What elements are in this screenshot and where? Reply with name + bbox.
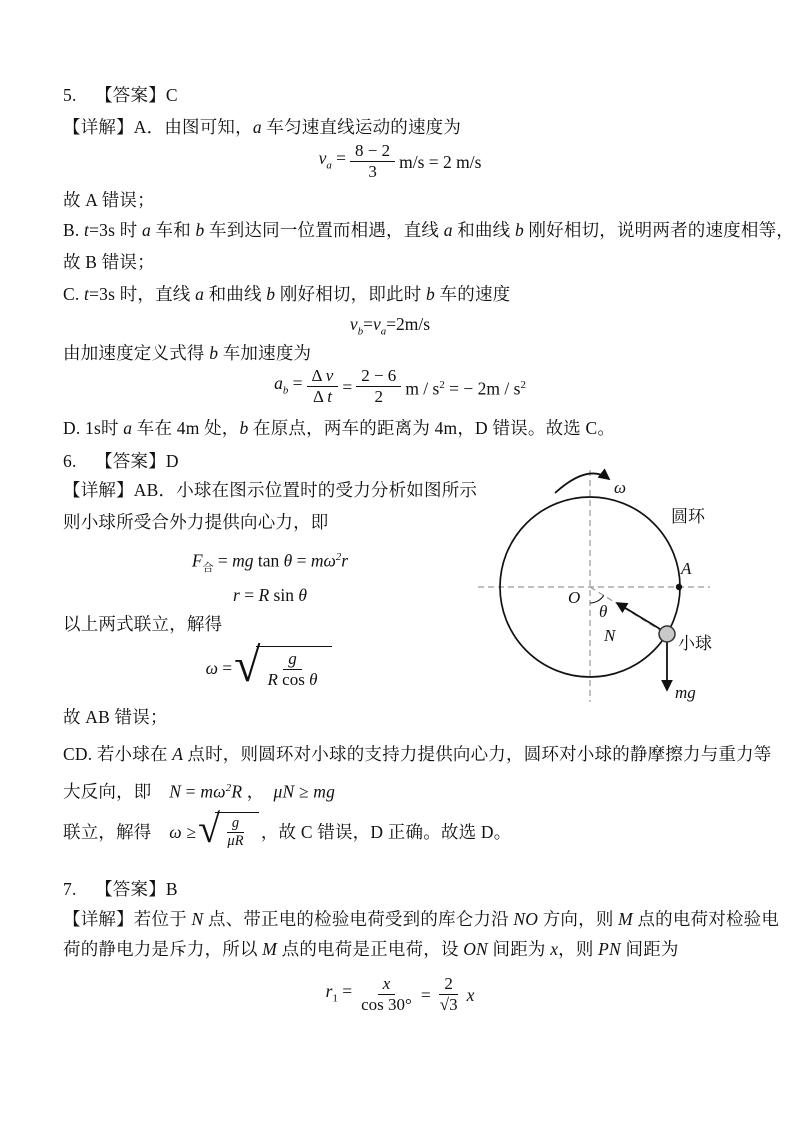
formula-omega: ω = √ $\frac{g}{\text{R cos θ}}$ bbox=[0, 646, 540, 690]
formula-va bbox=[0, 141, 800, 182]
theta-label: θ bbox=[599, 602, 608, 621]
formula-r1-rhs: x bbox=[466, 984, 475, 1005]
q5-conclusion-b: 故 B 错误； bbox=[63, 252, 155, 272]
normal-force-arrow bbox=[617, 603, 660, 629]
ball-circle bbox=[659, 626, 675, 642]
q7-detail-line-2: 荷的静电力是斥力，所以 M 点的电荷是正电荷，设 ON 间距为 x，则 PN 间距为 bbox=[63, 939, 679, 959]
point-a-label: A bbox=[681, 559, 692, 578]
formula-r-rsin: r = R sin θ bbox=[233, 585, 307, 605]
formula-ab-lhs: $a_b$ = bbox=[274, 372, 303, 397]
q5-header bbox=[63, 84, 178, 106]
q6-answer-label: 【答案】D bbox=[95, 451, 179, 471]
q5-detail-line-c: C. t=3s 时，直线 a 和曲线 b 刚好相切，即此时 b 车的速度 bbox=[63, 284, 511, 304]
rotation-arrow bbox=[555, 473, 609, 493]
q5-number: 5. bbox=[63, 85, 77, 105]
q7-answer-label: 【答案】B bbox=[95, 879, 178, 899]
q5-detail-line-b: B. t=3s 时 a 车和 b 车到达同一位置而相遇，直线 a 和曲线 b 刚好相切，说明两者的速度相等， bbox=[63, 220, 794, 240]
q6-final-line: 联立，解得 ω ≥ √ $\frac{g}{\mu R}$ ，故 C 错误，D 正确。故选 D。 bbox=[63, 806, 512, 852]
formula-ab: $a_b$ = $\frac{\text{Δ v}}{\text{Δ t}}$ = $\frac{2 - 6}{2}$ m / $s^2$ = − $2m / s^2$ bbox=[274, 366, 526, 407]
formula-r1: $r_1$ = $\frac{x}{\cos 30^\circ}$ = $\frac{2}{√3}$ x bbox=[325, 974, 475, 1015]
formula-ab-fraction-1: $\frac{\text{Δ v}}{\text{Δ t}}$ bbox=[307, 366, 339, 407]
final-radical: √ $\frac{g}{\mu R}$ bbox=[198, 812, 259, 850]
formula-f-net: $F_合$ = mg $\tan \theta = m\omega^2r$ bbox=[191, 550, 349, 574]
q6-number: 6. bbox=[63, 451, 77, 471]
gravity-label: mg bbox=[675, 683, 696, 702]
formula-ab-fraction-2: $\frac{2 - 6}{2}$ bbox=[356, 366, 401, 407]
omega-label: ω bbox=[614, 478, 627, 497]
ring-label: 圆环 bbox=[671, 507, 705, 526]
center-o-label: O bbox=[568, 588, 581, 607]
radical-sign: √ bbox=[234, 639, 261, 693]
q6-detail-line-ab1: 【详解】AB．小球在图示位置时的受力分析如图所示 bbox=[63, 480, 478, 500]
normal-force-label: N bbox=[604, 626, 616, 645]
q7-detail-line-1: 【详解】若位于 N 点、带正电的检验电荷受到的库仑力沿 NO 方向，则 M 点的电荷对检验电 bbox=[63, 909, 780, 929]
formula-va-rhs: m/s = 2 m/s bbox=[399, 151, 482, 172]
q5-conclusion-a: 故 A 错误； bbox=[63, 190, 155, 210]
q5-detail-line-c2: 由加速度定义式得 b 车加速度为 bbox=[63, 343, 312, 363]
formula-r1-fraction-2: $\frac{2}{√3}$ bbox=[439, 974, 458, 1015]
omega-radical: √ $\frac{g}{\text{R cos θ}}$ bbox=[234, 646, 332, 690]
q5-detail-line-a: 【详解】A．由图可知，a 车匀速直线运动的速度为 bbox=[63, 117, 462, 137]
q5-answer-label: 【答案】C bbox=[95, 85, 178, 105]
formula-r1-lhs: $r_1$ = bbox=[325, 980, 353, 1005]
formula-ab-rhs: m / $s^2$ = − $2m / s^2$ bbox=[405, 378, 526, 399]
q6-detail-line-ab3: 以上两式联立，解得 bbox=[63, 614, 223, 634]
q6-detail-line-cd2: 大反向，即 $N = m\omega^2R$ ， μN ≥ mg bbox=[63, 781, 336, 802]
q7-header bbox=[63, 878, 178, 900]
q6-detail-line-ab2: 则小球所受合外力提供向心力，即 bbox=[63, 512, 329, 532]
formula-vb: $v_b=v_a=2m/s$ bbox=[349, 314, 431, 338]
point-a-dot bbox=[676, 584, 682, 590]
formula-va-lhs: $v_a$ = bbox=[318, 147, 347, 172]
q6-detail-line-cd1: CD. 若小球在 A 点时，则圆环对小球的支持力提供向心力，圆环对小球的静摩擦力与重力等 bbox=[63, 744, 772, 764]
ball-label: 小球 bbox=[678, 634, 712, 653]
q5-detail-line-d: D. 1s时 a 车在 4m 处，b 在原点，两车的距离为 4m，D 错误。故选 C。 bbox=[63, 418, 616, 438]
radical-sign: √ bbox=[198, 806, 221, 852]
formula-va-fraction: $\frac{8 - 2}{3}$ bbox=[350, 141, 395, 182]
q6-header bbox=[63, 450, 179, 472]
formula-r1-fraction-1: $\frac{x}{\cos 30^\circ}$ bbox=[361, 974, 412, 1015]
force-diagram bbox=[470, 460, 770, 710]
q7-number: 7. bbox=[63, 879, 77, 899]
q6-conclusion-ab: 故 AB 错误； bbox=[63, 707, 168, 727]
